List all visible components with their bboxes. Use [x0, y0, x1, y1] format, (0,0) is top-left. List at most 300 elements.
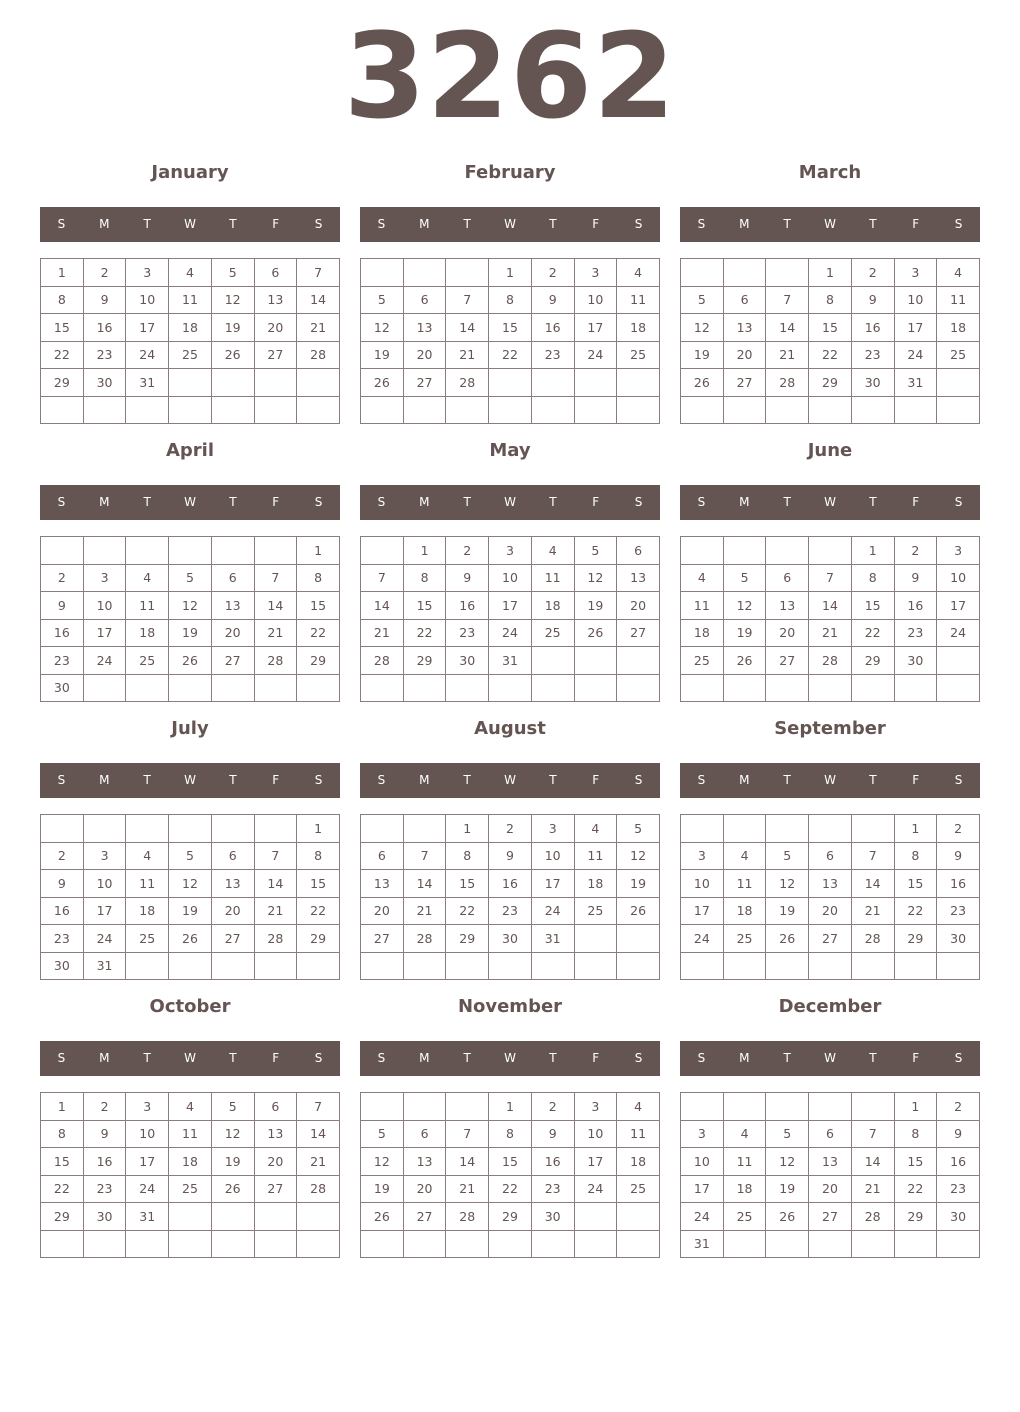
- day-cell: [809, 1093, 852, 1121]
- day-cell: 27: [211, 925, 254, 953]
- week-row: [681, 314, 980, 342]
- day-cell: [254, 369, 297, 397]
- day-cell: 17: [894, 314, 937, 342]
- day-cell: [403, 815, 446, 843]
- day-cell: 20: [723, 341, 766, 369]
- week-row: [41, 674, 340, 702]
- week-row: [361, 259, 660, 287]
- day-cell: [83, 815, 126, 843]
- day-cell: 29: [297, 647, 340, 675]
- day-cell: 7: [254, 564, 297, 592]
- day-cell: 15: [851, 592, 894, 620]
- day-cell: 26: [211, 341, 254, 369]
- weekday-label: T: [463, 773, 471, 787]
- day-cell: [361, 1230, 404, 1258]
- day-cell: [489, 952, 532, 980]
- day-cell: [531, 396, 574, 424]
- week-row: [41, 870, 340, 898]
- week-row: [41, 259, 340, 287]
- weekday-label: S: [954, 217, 963, 231]
- day-cell: [83, 396, 126, 424]
- day-cell: 25: [574, 897, 617, 925]
- day-cell: 27: [361, 925, 404, 953]
- day-cell: 3: [574, 1093, 617, 1121]
- day-cell: 22: [894, 1175, 937, 1203]
- day-cell: 6: [211, 564, 254, 592]
- day-cell: [361, 952, 404, 980]
- day-cell: [937, 396, 980, 424]
- day-cell: [937, 674, 980, 702]
- day-cell: 9: [531, 286, 574, 314]
- day-cell: 21: [446, 341, 489, 369]
- weekday-label: S: [377, 495, 386, 509]
- day-cell: [297, 674, 340, 702]
- day-cell: [361, 1093, 404, 1121]
- day-cell: 18: [169, 1148, 212, 1176]
- day-cell: [937, 952, 980, 980]
- day-cell: 24: [681, 1203, 724, 1231]
- day-grid: [360, 1092, 660, 1258]
- day-cell: 15: [297, 592, 340, 620]
- week-row: [681, 647, 980, 675]
- weekday-label: S: [314, 773, 323, 787]
- weekday-label: S: [314, 495, 323, 509]
- week-row: [41, 925, 340, 953]
- week-row: [681, 592, 980, 620]
- day-cell: 15: [403, 592, 446, 620]
- day-cell: [851, 1093, 894, 1121]
- day-cell: 25: [723, 925, 766, 953]
- day-cell: 17: [489, 592, 532, 620]
- day-cell: [446, 396, 489, 424]
- day-cell: 10: [937, 564, 980, 592]
- day-cell: 30: [446, 647, 489, 675]
- day-cell: 28: [254, 925, 297, 953]
- day-cell: 17: [681, 897, 724, 925]
- day-cell: 19: [723, 619, 766, 647]
- day-cell: 18: [531, 592, 574, 620]
- day-cell: 19: [617, 870, 660, 898]
- month-title: March: [798, 162, 862, 183]
- day-cell: 9: [894, 564, 937, 592]
- day-cell: 16: [851, 314, 894, 342]
- day-cell: [41, 537, 84, 565]
- weekday-label: W: [184, 217, 196, 231]
- day-cell: [254, 952, 297, 980]
- week-row: [681, 870, 980, 898]
- day-cell: 28: [297, 341, 340, 369]
- day-cell: 22: [809, 341, 852, 369]
- day-cell: [851, 396, 894, 424]
- weekday-label: M: [739, 773, 750, 787]
- day-cell: 2: [489, 815, 532, 843]
- day-cell: 17: [937, 592, 980, 620]
- day-cell: 11: [723, 1148, 766, 1176]
- week-row: [361, 647, 660, 675]
- day-cell: [531, 647, 574, 675]
- day-cell: 6: [403, 1120, 446, 1148]
- day-cell: [617, 396, 660, 424]
- day-cell: 2: [446, 537, 489, 565]
- day-cell: 16: [531, 1148, 574, 1176]
- day-cell: 1: [489, 1093, 532, 1121]
- day-cell: 27: [617, 619, 660, 647]
- weekday-header: [40, 485, 340, 520]
- day-cell: 2: [83, 259, 126, 287]
- day-cell: 22: [446, 897, 489, 925]
- day-cell: 10: [574, 1120, 617, 1148]
- day-cell: [169, 369, 212, 397]
- day-cell: 19: [169, 897, 212, 925]
- weekday-header: [40, 207, 340, 242]
- day-cell: 12: [361, 1148, 404, 1176]
- day-cell: 16: [937, 1148, 980, 1176]
- day-grid: [40, 258, 340, 424]
- day-cell: 18: [126, 619, 169, 647]
- day-cell: 26: [361, 1203, 404, 1231]
- day-cell: 9: [41, 870, 84, 898]
- day-cell: 8: [41, 286, 84, 314]
- day-cell: 5: [211, 259, 254, 287]
- day-cell: 27: [723, 369, 766, 397]
- day-cell: 22: [489, 341, 532, 369]
- day-cell: 14: [297, 1120, 340, 1148]
- weekday-label: T: [783, 773, 791, 787]
- weekday-label: W: [824, 1051, 836, 1065]
- day-cell: [574, 925, 617, 953]
- day-cell: [681, 396, 724, 424]
- day-cell: 3: [126, 1093, 169, 1121]
- month-title: August: [474, 718, 546, 739]
- day-cell: 22: [297, 619, 340, 647]
- weekday-label: T: [143, 1051, 151, 1065]
- day-cell: 29: [489, 1203, 532, 1231]
- day-cell: 3: [83, 564, 126, 592]
- day-cell: [126, 1230, 169, 1258]
- day-cell: [809, 815, 852, 843]
- day-cell: 8: [894, 842, 937, 870]
- week-row: [41, 592, 340, 620]
- day-cell: 18: [617, 314, 660, 342]
- day-cell: [254, 537, 297, 565]
- weekday-label: S: [377, 217, 386, 231]
- day-cell: 5: [211, 1093, 254, 1121]
- day-cell: 2: [41, 842, 84, 870]
- day-cell: 19: [681, 341, 724, 369]
- week-row: [361, 925, 660, 953]
- day-cell: 31: [531, 925, 574, 953]
- day-cell: 29: [403, 647, 446, 675]
- day-cell: [681, 815, 724, 843]
- day-cell: 31: [126, 369, 169, 397]
- weekday-label: F: [912, 773, 920, 787]
- day-cell: 25: [169, 341, 212, 369]
- day-cell: [126, 952, 169, 980]
- day-cell: 7: [361, 564, 404, 592]
- day-cell: [681, 1093, 724, 1121]
- day-cell: [851, 1230, 894, 1258]
- weekday-label: F: [592, 773, 600, 787]
- day-cell: 21: [766, 341, 809, 369]
- day-cell: 15: [41, 314, 84, 342]
- day-cell: 22: [41, 341, 84, 369]
- day-cell: 10: [681, 1148, 724, 1176]
- day-cell: 27: [403, 1203, 446, 1231]
- day-cell: 22: [851, 619, 894, 647]
- day-cell: 16: [41, 897, 84, 925]
- day-cell: 1: [489, 259, 532, 287]
- day-cell: 6: [403, 286, 446, 314]
- day-cell: 14: [766, 314, 809, 342]
- day-cell: 7: [297, 1093, 340, 1121]
- day-cell: 10: [126, 1120, 169, 1148]
- day-cell: [617, 369, 660, 397]
- day-cell: 14: [254, 870, 297, 898]
- day-cell: 2: [937, 1093, 980, 1121]
- weekday-header: [680, 207, 980, 242]
- day-cell: 13: [809, 1148, 852, 1176]
- day-cell: 24: [83, 647, 126, 675]
- day-grid: [680, 536, 980, 702]
- day-cell: 13: [723, 314, 766, 342]
- week-row: [681, 1120, 980, 1148]
- day-cell: [254, 396, 297, 424]
- day-cell: [617, 1203, 660, 1231]
- day-cell: 5: [681, 286, 724, 314]
- day-cell: 22: [489, 1175, 532, 1203]
- day-cell: 14: [851, 870, 894, 898]
- day-cell: [681, 259, 724, 287]
- day-cell: 24: [574, 1175, 617, 1203]
- week-row: [361, 842, 660, 870]
- day-cell: 1: [446, 815, 489, 843]
- day-cell: 6: [254, 259, 297, 287]
- day-cell: 13: [254, 286, 297, 314]
- day-cell: 26: [766, 925, 809, 953]
- day-cell: 9: [83, 286, 126, 314]
- day-cell: 25: [169, 1175, 212, 1203]
- day-cell: 28: [446, 369, 489, 397]
- day-cell: [617, 1230, 660, 1258]
- day-cell: 3: [489, 537, 532, 565]
- day-cell: 31: [83, 952, 126, 980]
- day-cell: [894, 952, 937, 980]
- weekday-label: T: [869, 1051, 877, 1065]
- day-cell: [681, 952, 724, 980]
- day-grid: [680, 258, 980, 424]
- day-cell: [574, 396, 617, 424]
- weekday-label: T: [463, 217, 471, 231]
- day-cell: 12: [211, 286, 254, 314]
- day-cell: 15: [894, 1148, 937, 1176]
- day-cell: 1: [851, 537, 894, 565]
- weekday-label: F: [272, 495, 280, 509]
- day-cell: [169, 674, 212, 702]
- weekday-label: S: [954, 1051, 963, 1065]
- day-cell: 12: [766, 870, 809, 898]
- day-cell: 5: [169, 842, 212, 870]
- weekday-label: F: [592, 217, 600, 231]
- weekday-label: T: [869, 773, 877, 787]
- day-cell: 15: [809, 314, 852, 342]
- weekday-label: M: [99, 217, 110, 231]
- day-cell: [446, 952, 489, 980]
- day-cell: [723, 674, 766, 702]
- day-cell: 12: [169, 592, 212, 620]
- day-cell: 2: [41, 564, 84, 592]
- day-cell: [766, 1230, 809, 1258]
- day-cell: 13: [766, 592, 809, 620]
- day-cell: [766, 537, 809, 565]
- day-cell: 2: [937, 815, 980, 843]
- day-cell: [766, 259, 809, 287]
- weekday-header: [360, 763, 660, 798]
- weekday-label: T: [229, 1051, 237, 1065]
- weekday-label: M: [99, 773, 110, 787]
- day-cell: 4: [723, 842, 766, 870]
- day-cell: 25: [937, 341, 980, 369]
- week-row: [361, 369, 660, 397]
- day-cell: [361, 815, 404, 843]
- day-cell: 15: [41, 1148, 84, 1176]
- day-cell: 16: [489, 870, 532, 898]
- day-cell: 5: [574, 537, 617, 565]
- day-cell: 24: [489, 619, 532, 647]
- day-cell: 15: [489, 314, 532, 342]
- day-cell: [723, 1093, 766, 1121]
- week-row: [361, 1148, 660, 1176]
- weekday-label: W: [184, 1051, 196, 1065]
- week-row: [41, 1120, 340, 1148]
- day-cell: [617, 647, 660, 675]
- week-row: [41, 396, 340, 424]
- weekday-label: M: [419, 217, 430, 231]
- day-cell: [297, 369, 340, 397]
- day-cell: 8: [489, 1120, 532, 1148]
- day-cell: [169, 396, 212, 424]
- day-cell: [617, 925, 660, 953]
- week-row: [681, 952, 980, 980]
- weekday-label: F: [592, 495, 600, 509]
- day-cell: 14: [403, 870, 446, 898]
- day-cell: 19: [766, 1175, 809, 1203]
- day-cell: 23: [894, 619, 937, 647]
- day-cell: 17: [681, 1175, 724, 1203]
- day-cell: 19: [361, 341, 404, 369]
- weekday-label: S: [634, 495, 643, 509]
- day-cell: 24: [574, 341, 617, 369]
- day-cell: 29: [894, 1203, 937, 1231]
- day-cell: 20: [254, 314, 297, 342]
- weekday-label: T: [463, 1051, 471, 1065]
- day-cell: [41, 1230, 84, 1258]
- weekday-label: W: [184, 495, 196, 509]
- week-row: [361, 1120, 660, 1148]
- day-cell: [297, 1203, 340, 1231]
- day-cell: 4: [531, 537, 574, 565]
- day-cell: 4: [126, 842, 169, 870]
- day-cell: 6: [766, 564, 809, 592]
- week-row: [361, 619, 660, 647]
- day-cell: 29: [297, 925, 340, 953]
- day-cell: 2: [83, 1093, 126, 1121]
- day-grid: [40, 1092, 340, 1258]
- day-cell: 21: [297, 314, 340, 342]
- day-cell: [254, 815, 297, 843]
- day-cell: 8: [851, 564, 894, 592]
- day-cell: 4: [126, 564, 169, 592]
- day-cell: 18: [169, 314, 212, 342]
- day-cell: 19: [211, 314, 254, 342]
- day-cell: 26: [169, 925, 212, 953]
- weekday-label: T: [143, 217, 151, 231]
- day-cell: 1: [297, 815, 340, 843]
- day-cell: 27: [403, 369, 446, 397]
- week-row: [41, 1093, 340, 1121]
- day-cell: 30: [41, 952, 84, 980]
- day-cell: 1: [297, 537, 340, 565]
- day-cell: 6: [617, 537, 660, 565]
- day-cell: [617, 674, 660, 702]
- day-cell: [446, 1093, 489, 1121]
- week-row: [41, 952, 340, 980]
- day-cell: 21: [254, 897, 297, 925]
- day-grid: [360, 814, 660, 980]
- day-cell: 20: [403, 341, 446, 369]
- day-cell: 29: [894, 925, 937, 953]
- day-cell: 10: [83, 592, 126, 620]
- day-cell: 25: [617, 341, 660, 369]
- day-cell: 3: [574, 259, 617, 287]
- weekday-label: F: [912, 1051, 920, 1065]
- day-cell: 19: [211, 1148, 254, 1176]
- day-cell: 1: [41, 259, 84, 287]
- day-cell: [531, 952, 574, 980]
- day-cell: 4: [723, 1120, 766, 1148]
- day-cell: 19: [169, 619, 212, 647]
- day-cell: [489, 1230, 532, 1258]
- day-cell: 10: [83, 870, 126, 898]
- day-cell: 5: [361, 286, 404, 314]
- weekday-label: S: [697, 1051, 706, 1065]
- weekday-label: S: [377, 1051, 386, 1065]
- weekday-label: F: [592, 1051, 600, 1065]
- weekday-label: T: [869, 217, 877, 231]
- day-cell: [83, 1230, 126, 1258]
- day-cell: 27: [809, 925, 852, 953]
- day-cell: 27: [254, 341, 297, 369]
- day-cell: 28: [851, 1203, 894, 1231]
- weekday-label: S: [377, 773, 386, 787]
- day-cell: [126, 674, 169, 702]
- day-cell: [574, 1230, 617, 1258]
- month-title: January: [151, 162, 229, 183]
- day-cell: 30: [83, 369, 126, 397]
- day-cell: 26: [211, 1175, 254, 1203]
- day-cell: 18: [574, 870, 617, 898]
- day-cell: 11: [617, 1120, 660, 1148]
- day-cell: 25: [126, 925, 169, 953]
- day-cell: [723, 259, 766, 287]
- week-row: [41, 341, 340, 369]
- week-row: [41, 815, 340, 843]
- month-title: November: [457, 996, 563, 1017]
- day-cell: [489, 369, 532, 397]
- day-cell: [894, 1230, 937, 1258]
- week-row: [41, 897, 340, 925]
- day-cell: 31: [489, 647, 532, 675]
- day-cell: 6: [211, 842, 254, 870]
